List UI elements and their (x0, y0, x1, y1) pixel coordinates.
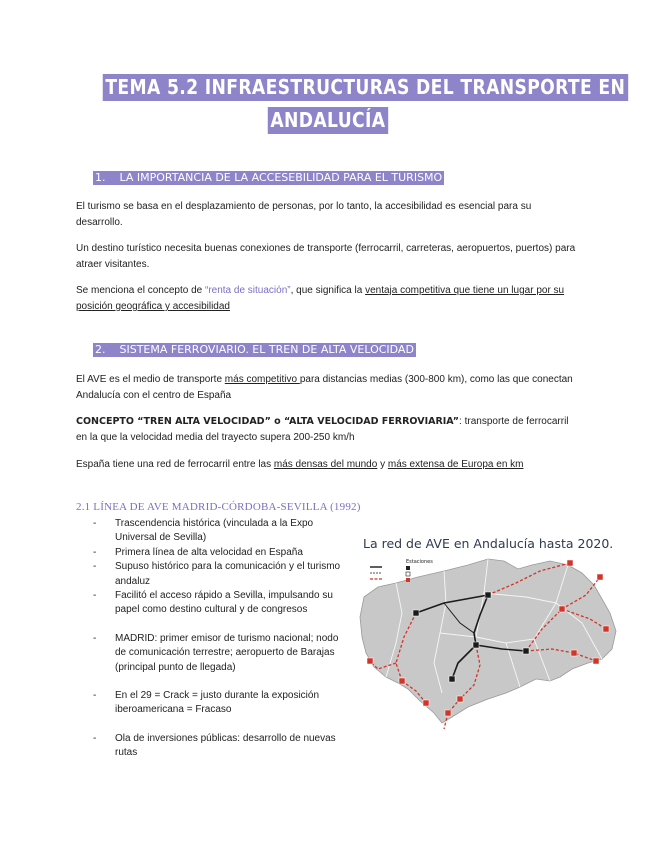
title-line-1: TEMA 5.2 INFRAESTRUCTURAS DEL TRANSPORTE EN (103, 74, 628, 101)
bullet-dash: - (93, 690, 97, 702)
list-item (93, 589, 348, 618)
bullet-text: Primera línea de alta velocidad en España (115, 546, 303, 558)
bullet-dash: - (93, 561, 97, 573)
section-1-heading (93, 171, 444, 185)
list-item (93, 560, 348, 589)
title-line-2: ANDALUCÍA (267, 107, 387, 134)
ave-bullet-list (93, 517, 348, 761)
section-2-heading (93, 343, 416, 357)
map-title: La red de AVE en Andalucía hasta 2020. (363, 536, 614, 551)
bullet-text: MADRID: primer emisor de turismo nacional; nodo de comunicación terrestre; aeropuerto de Barajas (principal punto de llegada) (115, 632, 339, 673)
list-item (93, 632, 348, 675)
section-1-paragraph-3 (76, 283, 576, 315)
bullet-dash: - (93, 546, 97, 558)
bullet-text: Facilitó el acceso rápido a Sevilla, impulsando su papel como destino cultural y de congresos (115, 590, 333, 616)
renta-de-situacion-term: “renta de situación” (204, 285, 291, 296)
list-item (93, 546, 348, 560)
p3-text-before: Se menciona el concepto de (76, 285, 205, 296)
andalucia-ave-map (356, 553, 622, 733)
list-item (93, 689, 348, 718)
s2p1-text-after: para distancias medias (300-800 km), como las que conectan Andalucía con el centro de España (76, 374, 573, 401)
legend-heading: Estaciones (406, 559, 433, 565)
section-1-paragraph-1: El turismo se basa en el desplazamiento de personas, por lo tanto, la accesibilidad es esencial para su desarrollo. (76, 201, 532, 228)
bullet-text: En el 29 = Crack = justo durante la exposición iberoamericana = Fracaso (115, 690, 320, 716)
section-2-paragraph-2 (76, 414, 576, 446)
andalucia-region-shape (360, 559, 616, 723)
s2p1-underlined: más competitivo (224, 374, 300, 385)
p3-text-middle: , que significa la (290, 285, 366, 296)
section-1-paragraph-2: Un destino turístico necesita buenas conexiones de transporte (ferrocarril, carreteras, aeropuertos, puertos) para atraer visitantes. (76, 243, 576, 270)
s2p3-text-middle: y (377, 459, 388, 470)
section-2-number: 2. (95, 343, 106, 356)
subsection-2-1-heading: 2.1 LÍNEA DE AVE MADRID-CÓRDOBA-SEVILLA (1992) (76, 501, 361, 513)
s2p3-underlined-2: más extensa de Europa en km (387, 459, 524, 470)
section-1-number: 1. (95, 171, 106, 184)
p3-underlined-definition: ventaja competitiva que tiene un lugar por su posición geográfica y accesibilidad (76, 285, 565, 312)
s2p1-text-before: El AVE es el medio de transporte (76, 374, 225, 385)
bullet-dash: - (93, 632, 97, 644)
bullet-dash: - (93, 732, 97, 744)
bullet-dash: - (93, 590, 97, 602)
s2p2-text-after: : transporte de ferrocarril en la que la velocidad media del trayecto supera 200-250 km/h (76, 416, 569, 443)
list-item (93, 732, 348, 761)
s2p3-text-before: España tiene una red de ferrocarril entre las (76, 459, 274, 470)
s2p3-underlined-1: más densas del mundo (273, 459, 378, 470)
bullet-text: Supuso histórico para la comunicación y el turismo andaluz (115, 561, 341, 587)
document-title (60, 74, 626, 134)
section-2-paragraph-3 (76, 457, 576, 473)
bullet-text: Trascendencia histórica (vinculada a la Expo Universal de Sevilla) (115, 518, 314, 544)
section-2-paragraph-1 (76, 372, 576, 404)
bullet-text: Ola de inversiones públicas: desarrollo de nuevas rutas (115, 732, 336, 759)
section-1-title: LA IMPORTANCIA DE LA ACCESEBILIDAD PARA EL TURISMO (119, 171, 443, 184)
list-item (93, 517, 348, 546)
ave-concept-term: CONCEPTO “TREN ALTA VELOCIDAD” o “ALTA VELOCIDAD FERROVIARIA” (76, 416, 460, 427)
bullet-dash: - (93, 518, 97, 529)
section-2-title: SISTEMA FERROVIARIO. EL TREN DE ALTA VELOCIDAD (119, 343, 414, 356)
